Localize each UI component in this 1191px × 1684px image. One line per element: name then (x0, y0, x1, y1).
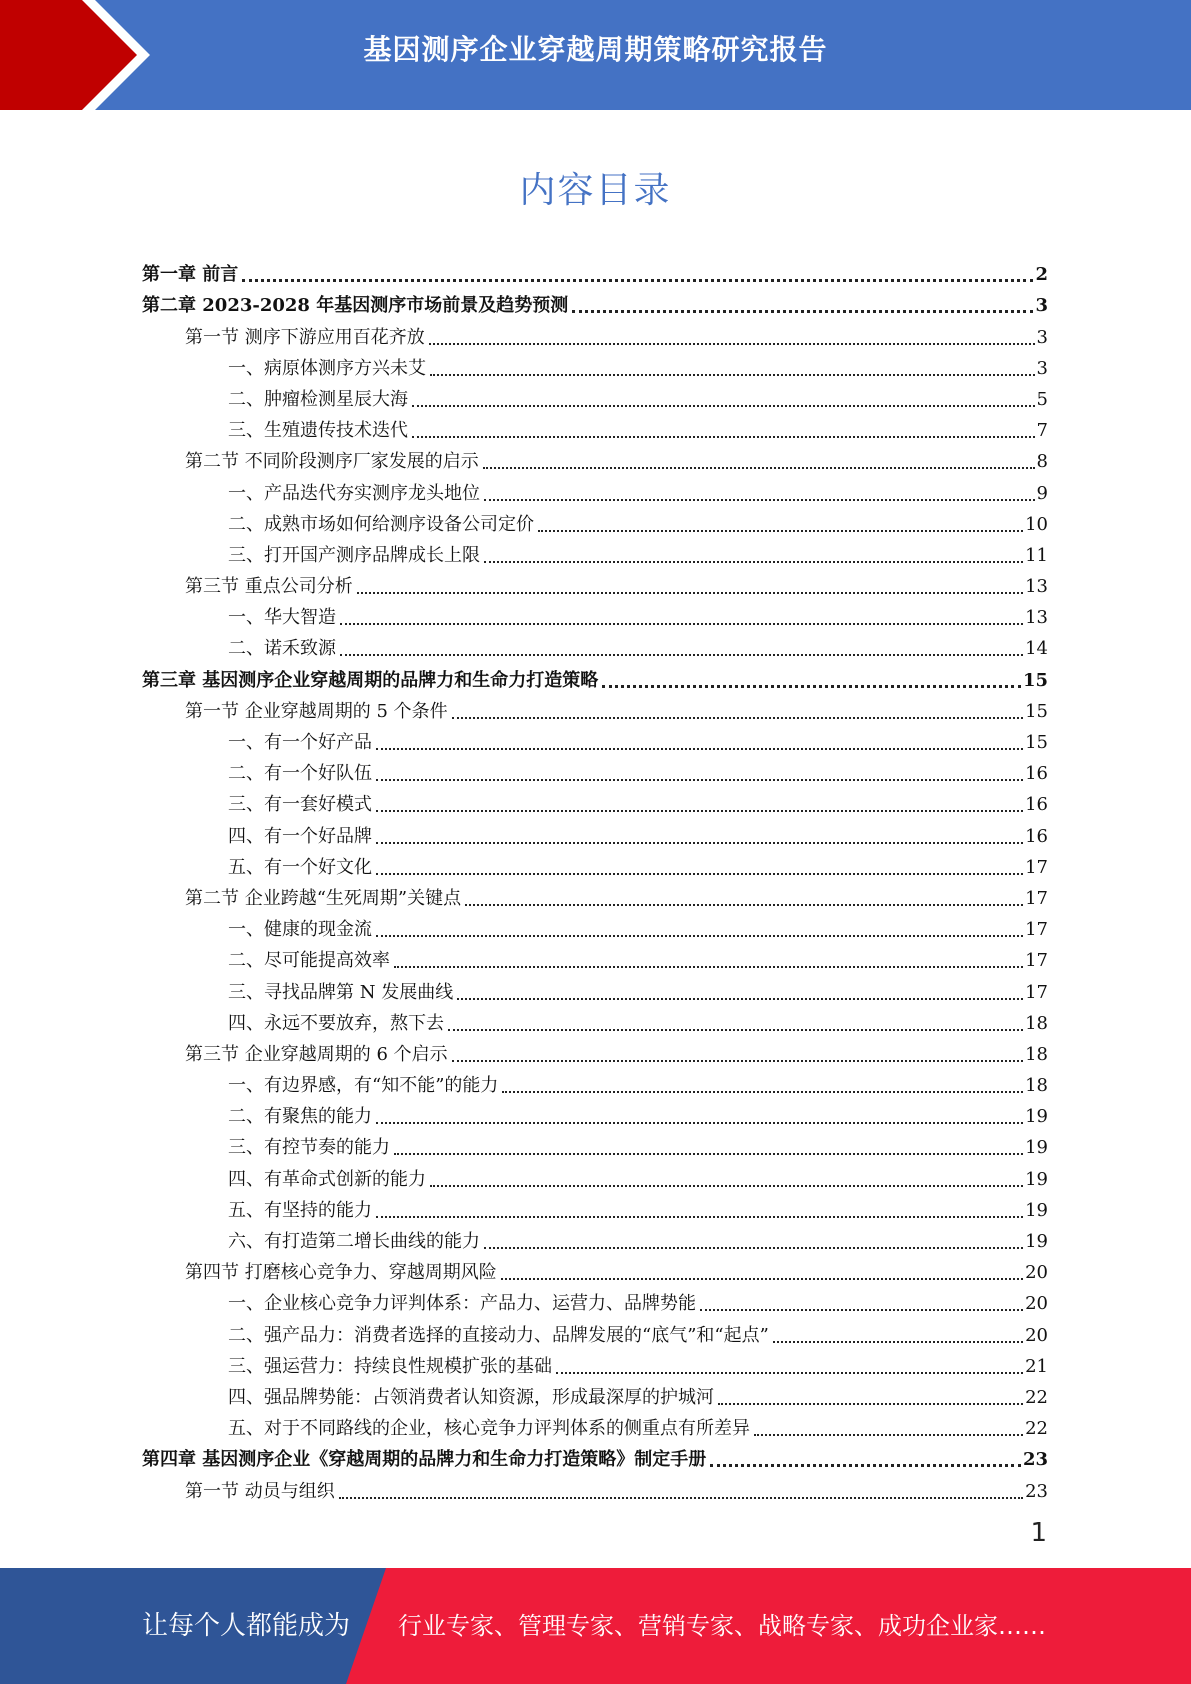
toc-dot-leader (718, 1403, 1023, 1405)
toc-dot-leader (484, 499, 1035, 501)
toc-entry-page: 5 (1036, 388, 1048, 410)
page-number: 1 (1030, 1518, 1047, 1548)
toc-entry-label: 第四节 打磨核心竞争力、穿越周期风险 (185, 1262, 497, 1284)
toc-entry-label: 一、有边界感，有“知不能”的能力 (228, 1075, 499, 1097)
toc-dot-leader (412, 436, 1035, 438)
toc-entry-label: 二、有一个好队伍 (228, 763, 372, 785)
toc-entry-label: 一、健康的现金流 (228, 919, 372, 941)
table-of-contents (142, 255, 1048, 1503)
toc-entry[interactable] (142, 442, 1048, 473)
toc-entry-label: 二、有聚焦的能力 (228, 1106, 372, 1128)
toc-dot-leader (340, 623, 1023, 625)
toc-entry-page: 17 (1025, 981, 1048, 1003)
toc-entry-page: 13 (1025, 576, 1048, 598)
toc-entry[interactable] (142, 1097, 1048, 1128)
toc-dot-leader (773, 1341, 1023, 1343)
toc-entry[interactable] (142, 972, 1048, 1003)
toc-dot-leader (452, 717, 1023, 719)
toc-dot-leader (376, 748, 1023, 750)
toc-entry-label: 四、有一个好品牌 (228, 825, 372, 847)
toc-entry-page: 7 (1036, 420, 1048, 442)
toc-entry-page: 17 (1025, 887, 1048, 909)
toc-entry-page: 15 (1022, 669, 1048, 691)
toc-entry-page: 16 (1025, 794, 1048, 816)
toc-title: 内容目录 (519, 170, 672, 211)
toc-dot-leader (376, 810, 1023, 812)
toc-dot-leader (394, 966, 1023, 968)
toc-entry[interactable] (142, 1440, 1048, 1471)
report-title: 基因测序企业穿越周期策略研究报告 (363, 33, 828, 66)
toc-entry-page: 3 (1036, 357, 1048, 379)
toc-entry-page: 20 (1025, 1262, 1048, 1284)
toc-dot-leader (340, 654, 1023, 656)
toc-entry-page: 15 (1025, 732, 1048, 753)
toc-entry[interactable] (142, 660, 1048, 691)
toc-entry[interactable] (142, 754, 1048, 785)
toc-entry-page: 18 (1025, 1012, 1048, 1034)
toc-entry-label: 第三节 企业穿越周期的 6 个启示 (185, 1043, 448, 1065)
toc-entry-label: 四、永远不要放弃，熬下去 (228, 1012, 444, 1034)
toc-entry-label: 四、强品牌势能：占领消费者认知资源，形成最深厚的护城河 (228, 1386, 714, 1408)
toc-entry-page: 20 (1025, 1293, 1048, 1315)
toc-entry-page: 18 (1025, 1043, 1048, 1065)
toc-entry-label: 第一节 测序下游应用百花齐放 (185, 326, 425, 348)
toc-dot-leader (430, 1185, 1023, 1187)
toc-entry-page: 23 (1022, 1449, 1048, 1471)
toc-entry[interactable] (142, 1471, 1048, 1502)
toc-entry-label: 一、病原体测序方兴未艾 (228, 357, 426, 379)
toc-entry[interactable] (142, 349, 1048, 380)
toc-dot-leader (602, 685, 1021, 688)
toc-entry[interactable] (142, 816, 1048, 847)
toc-entry-label: 一、企业核心竞争力评判体系：产品力、运营力、品牌势能 (228, 1293, 696, 1315)
footer-slogan-right: 行业专家、管理专家、营销专家、战略专家、成功企业家…… (398, 1612, 1046, 1640)
toc-entry[interactable] (142, 255, 1048, 286)
toc-dot-leader (242, 279, 1033, 282)
toc-entry[interactable] (142, 941, 1048, 972)
toc-entry-page: 14 (1025, 638, 1048, 660)
toc-entry[interactable] (142, 1191, 1048, 1222)
toc-entry-label: 三、生殖遗传技术迭代 (228, 420, 408, 442)
toc-entry-label: 第一章 前言 (142, 264, 239, 286)
toc-dot-leader (448, 1029, 1023, 1031)
toc-entry[interactable] (142, 848, 1048, 879)
toc-entry[interactable] (142, 879, 1048, 910)
toc-entry[interactable] (142, 692, 1048, 723)
toc-entry[interactable] (142, 1004, 1048, 1035)
toc-entry-label: 第一节 动员与组织 (185, 1480, 335, 1502)
toc-entry-page: 9 (1036, 482, 1048, 504)
toc-entry-page: 15 (1025, 700, 1048, 722)
toc-entry-label: 三、强运营力：持续良性规模扩张的基础 (228, 1355, 552, 1377)
toc-entry[interactable] (142, 473, 1048, 504)
toc-entry[interactable] (142, 910, 1048, 941)
toc-dot-leader (357, 592, 1023, 594)
toc-entry[interactable] (142, 411, 1048, 442)
toc-entry[interactable] (142, 1315, 1048, 1346)
toc-entry-page: 19 (1025, 1106, 1048, 1128)
toc-entry-page: 11 (1025, 544, 1048, 566)
toc-entry[interactable] (142, 1409, 1048, 1440)
toc-dot-leader (376, 1122, 1023, 1124)
toc-entry[interactable] (142, 317, 1048, 348)
toc-entry[interactable] (142, 598, 1048, 629)
toc-entry-page: 17 (1025, 856, 1048, 878)
toc-dot-leader (484, 1247, 1023, 1249)
toc-entry-page: 13 (1025, 607, 1048, 629)
toc-dot-leader (430, 374, 1035, 376)
toc-dot-leader (376, 779, 1023, 781)
toc-entry-page: 3 (1036, 326, 1048, 348)
toc-entry-label: 五、有坚持的能力 (228, 1199, 372, 1221)
toc-dot-leader (483, 467, 1035, 469)
footer-slogan-left: 让每个人都能成为 (142, 1611, 351, 1641)
toc-entry-page: 19 (1025, 1199, 1048, 1221)
toc-dot-leader (376, 935, 1023, 937)
toc-entry[interactable] (142, 723, 1048, 754)
toc-entry-label: 二、强产品力：消费者选择的直接动力、品牌发展的“底气”和“起点” (228, 1324, 769, 1346)
toc-entry-page: 22 (1025, 1386, 1048, 1408)
toc-entry-label: 第三节 重点公司分析 (185, 576, 353, 598)
toc-entry[interactable] (142, 567, 1048, 598)
toc-dot-leader (452, 1060, 1023, 1062)
toc-entry[interactable] (142, 505, 1048, 536)
toc-entry-label: 第三章 基因测序企业穿越周期的品牌力和生命力打造策略 (142, 669, 599, 691)
toc-entry-label: 第一节 企业穿越周期的 5 个条件 (185, 700, 448, 722)
toc-dot-leader (754, 1434, 1023, 1436)
toc-dot-leader (376, 1216, 1023, 1218)
toc-entry-label: 二、诺禾致源 (228, 638, 336, 660)
toc-entry-label: 三、有一套好模式 (228, 794, 372, 816)
toc-entry-label: 第二节 不同阶段测序厂家发展的启示 (185, 451, 479, 473)
toc-dot-leader (538, 530, 1023, 532)
toc-entry[interactable] (142, 1284, 1048, 1315)
toc-entry-label: 二、尽可能提高效率 (228, 950, 390, 972)
toc-dot-leader (339, 1497, 1023, 1499)
toc-dot-leader (501, 1278, 1023, 1280)
toc-entry[interactable] (142, 380, 1048, 411)
toc-entry-page: 22 (1025, 1418, 1048, 1440)
toc-entry-page: 8 (1036, 451, 1048, 473)
toc-entry-label: 一、有一个好产品 (228, 732, 372, 753)
toc-entry-page: 18 (1025, 1075, 1048, 1097)
toc-dot-leader (572, 310, 1033, 313)
toc-entry[interactable] (142, 1066, 1048, 1097)
toc-entry[interactable] (142, 629, 1048, 660)
toc-entry-page: 2 (1035, 264, 1048, 286)
toc-entry-label: 第二章 2023-2028 年基因测序市场前景及趋势预测 (142, 295, 569, 317)
toc-entry-label: 第四章 基因测序企业《穿越周期的品牌力和生命力打造策略》制定手册 (142, 1449, 707, 1471)
toc-entry-page: 20 (1025, 1324, 1048, 1346)
toc-dot-leader (376, 842, 1023, 844)
toc-entry-page: 23 (1025, 1480, 1048, 1502)
toc-entry[interactable] (142, 1128, 1048, 1159)
toc-entry-label: 四、有革命式创新的能力 (228, 1168, 426, 1190)
toc-entry-label: 五、有一个好文化 (228, 856, 372, 878)
toc-entry-label: 一、华大智造 (228, 607, 336, 629)
toc-entry-page: 19 (1025, 1231, 1048, 1252)
toc-entry-label: 三、寻找品牌第 N 发展曲线 (228, 981, 454, 1003)
toc-dot-leader (465, 904, 1023, 906)
toc-entry[interactable] (142, 785, 1048, 816)
toc-dot-leader (394, 1153, 1023, 1155)
toc-dot-leader (502, 1091, 1023, 1093)
toc-entry-label: 五、对于不同路线的企业，核心竞争力评判体系的侧重点有所差异 (228, 1418, 750, 1440)
toc-dot-leader (457, 998, 1023, 1000)
toc-entry-label: 一、产品迭代夯实测序龙头地位 (228, 482, 480, 504)
toc-entry-page: 17 (1025, 950, 1048, 972)
toc-entry[interactable] (142, 1222, 1048, 1253)
toc-entry-page: 19 (1025, 1168, 1048, 1190)
toc-entry[interactable] (142, 1035, 1048, 1066)
toc-entry-label: 三、打开国产测序品牌成长上限 (228, 544, 480, 566)
toc-entry[interactable] (142, 536, 1048, 567)
toc-dot-leader (412, 405, 1035, 407)
toc-entry-page: 21 (1025, 1355, 1048, 1377)
toc-entry[interactable] (142, 1378, 1048, 1409)
toc-entry-page: 16 (1025, 763, 1048, 785)
toc-entry-label: 二、成熟市场如何给测序设备公司定价 (228, 513, 534, 535)
toc-entry-page: 10 (1025, 513, 1048, 535)
toc-entry[interactable] (142, 1347, 1048, 1378)
toc-entry[interactable] (142, 286, 1048, 317)
toc-dot-leader (484, 561, 1023, 563)
toc-dot-leader (376, 873, 1023, 875)
toc-entry-label: 三、有控节奏的能力 (228, 1137, 390, 1159)
toc-entry-page: 19 (1025, 1137, 1048, 1159)
report-header (0, 0, 1191, 110)
toc-entry-label: 二、肿瘤检测星辰大海 (228, 388, 408, 410)
toc-entry-page: 16 (1025, 825, 1048, 847)
toc-entry[interactable] (142, 1159, 1048, 1190)
toc-entry[interactable] (142, 1253, 1048, 1284)
toc-entry-page: 17 (1025, 919, 1048, 941)
toc-dot-leader (429, 343, 1035, 345)
footer-banner (0, 1568, 1191, 1684)
toc-dot-leader (556, 1372, 1023, 1374)
toc-entry-label: 六、有打造第二增长曲线的能力 (228, 1231, 480, 1252)
toc-dot-leader (710, 1464, 1021, 1467)
toc-entry-page: 3 (1035, 295, 1048, 317)
toc-dot-leader (700, 1309, 1023, 1311)
toc-entry-label: 第二节 企业跨越“生死周期”关键点 (185, 887, 462, 909)
